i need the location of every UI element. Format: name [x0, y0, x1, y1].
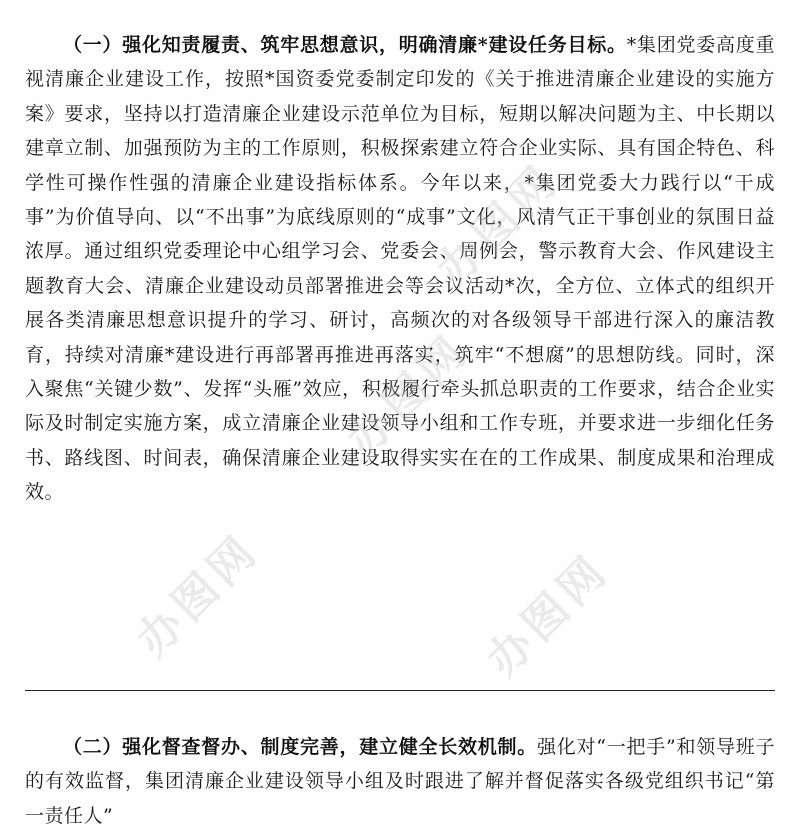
watermark-logo: 办图网 [337, 324, 480, 467]
section-1-heading: （一）强化知责履责、筑牢思想意识，明确清廉*建设任务目标。 [63, 34, 627, 56]
section-1-paragraph [25, 28, 775, 510]
watermark-logo: 办图网 [127, 524, 270, 667]
section-divider [25, 690, 775, 691]
watermark-logo: 办图网 [427, 154, 570, 297]
watermark-logo: 办图网 [477, 544, 620, 687]
section-2-heading: （二）强化督查督办、制度完善，建立健全长效机制。 [63, 736, 538, 758]
section-2-body: 强化对“一把手”和领导班子的有效监督，集团清廉企业建设领导小组及时跟进了解并督促落实各级党组织书记“第一责任人” [25, 736, 775, 827]
section-2-paragraph [25, 730, 775, 833]
section-1-body: *集团党委高度重视清廉企业建设工作，按照*国资委党委制定印发的《关于推进清廉企业建设的实施方案》要求，坚持以打造清廉企业建设示范单位为目标，短期以解决问题为主、中长期以建章立制、加强预防为主的工作原则，积极探索建立符合企业实际、具有国企特色、科学性可操作性强的清廉企业建设指标体系。今年以来，*集团党委大力践行以“干成事”为价值导向、以“不出事”为底线原则的“成事”文化，风清气正干事创业的氛围日益浓厚。通过组织党委理论中心组学习会、党委会、周例会，警示教育大会、作风建设主题教育大会、清廉企业建设动员部署推进会等会议活动*次，全方位、立体式的组织开展各类清廉思想意识提升的学习、研讨，高频次的对各级领导干部进行深入的廉洁教育，持续对清廉*建设进行再部署再推进再落实，筑牢“不想腐”的思想防线。同时，深入聚焦“关键少数”、发挥“头雁”效应，积极履行牵头抓总职责的工作要求，结合企业实际及时制定实施方案，成立清廉企业建设领导小组和工作专班，并要求进一步细化任务书、路线图、时间表，确保清廉企业建设取得实实在在的工作成果、制度成果和治理成效。 [25, 34, 775, 504]
